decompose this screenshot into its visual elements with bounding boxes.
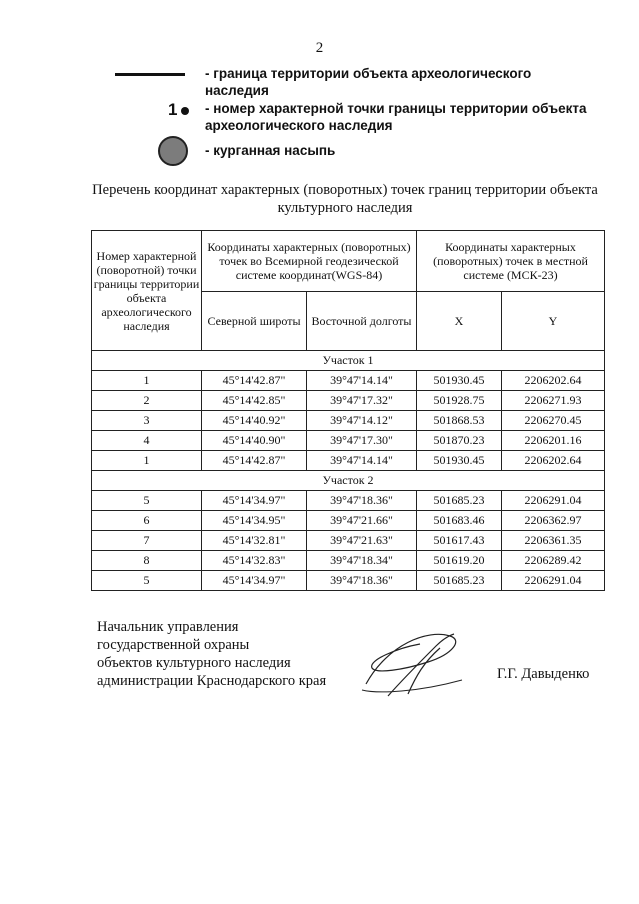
cell-lon: 39°47'17.32" bbox=[307, 391, 417, 411]
coordinates-table bbox=[91, 230, 605, 591]
cell-lon: 39°47'14.14" bbox=[307, 371, 417, 391]
cell-x: 501928.75 bbox=[417, 391, 502, 411]
page-number: 2 bbox=[315, 40, 324, 56]
cell-lon: 39°47'18.34" bbox=[307, 551, 417, 571]
table-row bbox=[92, 391, 605, 411]
handwritten-signature bbox=[358, 624, 468, 704]
cell-y: 2206291.04 bbox=[502, 491, 605, 511]
cell-x: 501870.23 bbox=[417, 431, 502, 451]
legend-point-text: - номер характерной точки границы территории объекта археологического наследия bbox=[205, 101, 587, 133]
cell-x: 501617.43 bbox=[417, 531, 502, 551]
cell-lat: 45°14'40.90" bbox=[202, 431, 307, 451]
cell-x: 501685.23 bbox=[417, 491, 502, 511]
header-north-latitude: Северной широты bbox=[202, 292, 307, 351]
cell-y: 2206361.35 bbox=[502, 531, 605, 551]
header-y: Y bbox=[502, 292, 605, 351]
cell-point: 3 bbox=[92, 411, 202, 431]
boundary-line-symbol bbox=[115, 73, 185, 76]
cell-point: 5 bbox=[92, 571, 202, 591]
table-row bbox=[92, 451, 605, 471]
point-number-symbol: 1 bbox=[168, 100, 178, 119]
table-row bbox=[92, 491, 605, 511]
cell-lat: 45°14'32.83" bbox=[202, 551, 307, 571]
cell-lat: 45°14'42.87" bbox=[202, 371, 307, 391]
point-dot-icon bbox=[181, 107, 189, 115]
table-row bbox=[92, 571, 605, 591]
signer-position bbox=[97, 618, 326, 690]
cell-x: 501685.23 bbox=[417, 571, 502, 591]
section-title: Участок 1 bbox=[92, 351, 605, 371]
signer-name: Г.Г. Давыденко bbox=[497, 666, 590, 682]
cell-lon: 39°47'21.66" bbox=[307, 511, 417, 531]
legend-mound-text: - курганная насыпь bbox=[205, 143, 336, 158]
legend-boundary-text: - граница территории объекта археологического наследия bbox=[205, 66, 532, 98]
cell-lat: 45°14'34.95" bbox=[202, 511, 307, 531]
cell-point: 4 bbox=[92, 431, 202, 451]
cell-lat: 45°14'42.87" bbox=[202, 451, 307, 471]
cell-x: 501683.46 bbox=[417, 511, 502, 531]
position-line: объектов культурного наследия bbox=[97, 655, 291, 671]
table-row bbox=[92, 531, 605, 551]
header-wgs84: Координаты характерных (поворотных) точек во Всемирной геодезической системе координат(WGS-84) bbox=[202, 231, 417, 292]
cell-x: 501868.53 bbox=[417, 411, 502, 431]
cell-lat: 45°14'34.97" bbox=[202, 571, 307, 591]
cell-lon: 39°47'21.63" bbox=[307, 531, 417, 551]
cell-lon: 39°47'17.30" bbox=[307, 431, 417, 451]
cell-lat: 45°14'32.81" bbox=[202, 531, 307, 551]
header-msk23: Координаты характерных (поворотных) точек в местной системе (МСК-23) bbox=[417, 231, 605, 292]
cell-lon: 39°47'18.36" bbox=[307, 491, 417, 511]
table-row bbox=[92, 371, 605, 391]
cell-lon: 39°47'14.14" bbox=[307, 451, 417, 471]
cell-x: 501619.20 bbox=[417, 551, 502, 571]
cell-lon: 39°47'18.36" bbox=[307, 571, 417, 591]
section-title: Участок 2 bbox=[92, 471, 605, 491]
position-line: Начальник управления bbox=[97, 619, 239, 635]
cell-y: 2206291.04 bbox=[502, 571, 605, 591]
header-point-number: Номер характерной (поворотной) точки границы территории объекта археологического наследия bbox=[92, 231, 202, 351]
cell-x: 501930.45 bbox=[417, 371, 502, 391]
cell-point: 1 bbox=[92, 371, 202, 391]
cell-lat: 45°14'40.92" bbox=[202, 411, 307, 431]
cell-y: 2206270.45 bbox=[502, 411, 605, 431]
table-caption: Перечень координат характерных (поворотных) точек границ территории объекта культурного наследия bbox=[92, 182, 598, 216]
cell-point: 6 bbox=[92, 511, 202, 531]
cell-y: 2206289.42 bbox=[502, 551, 605, 571]
cell-y: 2206201.16 bbox=[502, 431, 605, 451]
cell-point: 2 bbox=[92, 391, 202, 411]
header-east-longitude: Восточной долготы bbox=[307, 292, 417, 351]
cell-lon: 39°47'14.12" bbox=[307, 411, 417, 431]
cell-y: 2206362.97 bbox=[502, 511, 605, 531]
cell-x: 501930.45 bbox=[417, 451, 502, 471]
cell-y: 2206271.93 bbox=[502, 391, 605, 411]
cell-point: 8 bbox=[92, 551, 202, 571]
position-line: государственной охраны bbox=[97, 637, 250, 653]
header-x: X bbox=[417, 292, 502, 351]
cell-y: 2206202.64 bbox=[502, 451, 605, 471]
cell-lat: 45°14'42.85" bbox=[202, 391, 307, 411]
table-row bbox=[92, 551, 605, 571]
burial-mound-icon bbox=[158, 136, 188, 166]
cell-point: 1 bbox=[92, 451, 202, 471]
cell-point: 5 bbox=[92, 491, 202, 511]
table-row bbox=[92, 411, 605, 431]
position-line: администрации Краснодарского края bbox=[97, 673, 327, 689]
table-row bbox=[92, 511, 605, 531]
cell-lat: 45°14'34.97" bbox=[202, 491, 307, 511]
cell-y: 2206202.64 bbox=[502, 371, 605, 391]
table-row bbox=[92, 431, 605, 451]
cell-point: 7 bbox=[92, 531, 202, 551]
